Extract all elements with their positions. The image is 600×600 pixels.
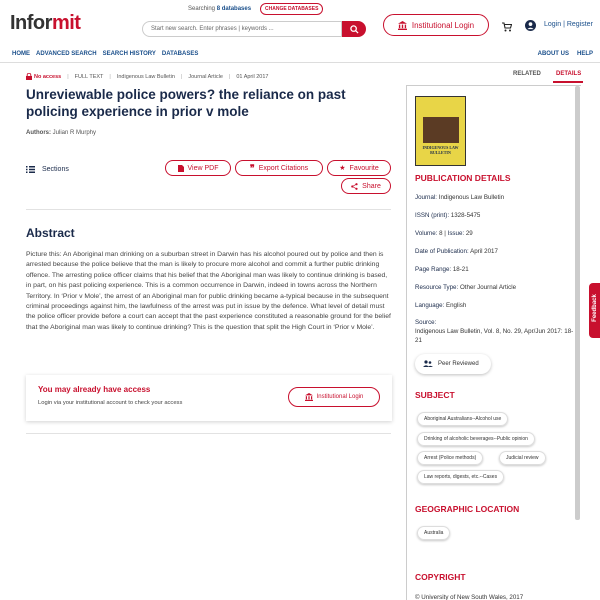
access-heading: You may already have access: [38, 385, 151, 394]
cart-icon[interactable]: [502, 19, 512, 37]
subject-tag[interactable]: Arrest (Police methods): [417, 451, 483, 465]
authors: Authors: Julian R Murphy: [26, 130, 97, 136]
institutional-login-label: Institutional Login: [411, 20, 475, 30]
header-divider: [0, 62, 600, 63]
article-date: 01 April 2017: [236, 73, 269, 80]
nav-search-history[interactable]: SEARCH HISTORY: [102, 51, 156, 57]
main-nav: [12, 51, 198, 57]
user-icon[interactable]: [525, 18, 536, 36]
change-databases-button[interactable]: CHANGE DATABASES: [260, 3, 323, 15]
access-box: [26, 375, 392, 421]
login-register-link[interactable]: Login | Register: [544, 21, 593, 28]
subject-heading: SUBJECT: [415, 390, 455, 400]
meta-separator: |: [67, 73, 69, 80]
feedback-tab[interactable]: Feedback: [589, 283, 600, 338]
resource-type-row: Resource Type: Other Journal Article: [415, 284, 517, 291]
issn-row: ISSN (print): 1328-5475: [415, 212, 481, 219]
share-icon: [351, 183, 358, 190]
copyright-text: © University of New South Wales, 2017: [415, 594, 524, 600]
search-icon: [350, 25, 359, 34]
sections-toggle[interactable]: [26, 166, 69, 173]
article-category: Journal Article: [188, 73, 223, 80]
star-icon: ★: [339, 165, 346, 172]
institutional-login-button[interactable]: [383, 14, 489, 36]
author-link[interactable]: Julian R Murphy: [52, 130, 97, 136]
databases-count: 8 databases: [216, 6, 252, 12]
search-input[interactable]: Start new search. Enter phrases | keywords ...: [142, 21, 342, 37]
location-tag[interactable]: Australia: [417, 526, 450, 540]
journal-row: Journal: Indigenous Law Bulletin: [415, 194, 505, 201]
nav-home[interactable]: HOME: [12, 51, 30, 57]
nav-advanced-search[interactable]: ADVANCED SEARCH: [36, 51, 97, 57]
volume-row: Volume: 8 | Issue: 29: [415, 230, 473, 237]
searching-label: Searching 8 databases: [188, 6, 252, 12]
abstract-text: Picture this: An Aboriginal man drinking on a suburban street in Darwin has his alcohol poured out by police and then is arrested because the police believe that the man is likely to procure more alcohol and commit a further public drinking offence. The arresting police officer claims that his belief that the Aboriginal man was likely to continue drinking is based, in part, on his past policing experience. This is a common occurrence in Darwin, indeed in towns across the Northern Territory. In ‘Prior v Mole’, the arrest of an Aboriginal man for public drinking became a-typical because in the subsequent criminal proceedings against him, the lawfulness of the arrest was put in issue by the defence. What level of detail must the police officer provide before a court can accept that the past experience constituted a reasonable ground for the belief that the Aboriginal man was likely to continue drinking? This is the question that split the High Court in ‘Prior v Mole’.: [26, 251, 391, 331]
quote-icon: ❞: [249, 162, 255, 173]
nav-about-us[interactable]: ABOUT US: [537, 51, 569, 57]
cover-title: INDIGENOUS LAW BULLETIN: [422, 145, 459, 155]
list-icon: [26, 166, 35, 173]
access-institutional-login-button[interactable]: Institutional Login: [288, 387, 380, 407]
active-tab-indicator: [553, 81, 583, 83]
subject-tag[interactable]: Judicial review: [499, 451, 546, 465]
text-type: FULL TEXT: [74, 73, 104, 80]
article-meta: [26, 73, 268, 80]
nav-databases[interactable]: DATABASES: [161, 51, 199, 57]
copyright-heading: COPYRIGHT: [415, 572, 466, 582]
share-button[interactable]: Share: [341, 178, 391, 194]
date-row: Date of Publication: April 2017: [415, 248, 498, 255]
geographic-location-heading: GEOGRAPHIC LOCATION: [415, 504, 520, 514]
informit-logo[interactable]: Informit: [10, 12, 81, 34]
peer-reviewed-badge: Peer Reviewed: [415, 354, 491, 374]
page-range-row: Page Range: 18-21: [415, 266, 469, 273]
peer-reviewed-icon: [423, 360, 433, 368]
cover-photo: [423, 117, 459, 143]
document-icon: [178, 165, 184, 172]
meta-separator: |: [228, 73, 231, 80]
export-citations-button[interactable]: ❞ Export Citations: [235, 160, 323, 176]
journal-name[interactable]: Indigenous Law Bulletin: [116, 73, 175, 80]
details-panel: [406, 85, 581, 600]
divider: [26, 433, 391, 434]
view-pdf-button[interactable]: View PDF: [165, 160, 231, 176]
favourite-button[interactable]: ★ Favourite: [327, 160, 391, 176]
sections-label: Sections: [42, 166, 69, 173]
lock-icon: [26, 73, 32, 80]
meta-separator: |: [109, 73, 111, 80]
search-button[interactable]: [342, 21, 366, 37]
institution-icon: [398, 21, 407, 30]
meta-separator: |: [180, 73, 183, 80]
institution-icon: [305, 393, 313, 401]
journal-cover-image: [415, 96, 466, 166]
nav-help[interactable]: HELP: [576, 51, 593, 57]
panel-scrollbar[interactable]: [575, 86, 580, 520]
subject-tag[interactable]: Law reports, digests, etc.--Cases: [417, 470, 504, 484]
subject-tag[interactable]: Drinking of alcoholic beverages--Public opinion: [417, 432, 535, 446]
access-subtext: Login via your institutional account to check your access: [38, 400, 183, 406]
language-row: Language: English: [415, 302, 467, 309]
source-row: Source: Indigenous Law Bulletin, Vol. 8, No. 29, Apr/Jun 2017: 18-21: [415, 319, 574, 344]
tab-details[interactable]: DETAILS: [556, 71, 582, 77]
divider: [26, 209, 391, 210]
secondary-nav: [538, 51, 593, 57]
publication-details-heading: PUBLICATION DETAILS: [415, 173, 511, 183]
access-status: No access: [26, 73, 61, 80]
subject-tag[interactable]: Aboriginal Australians--Alcohol use: [417, 412, 508, 426]
abstract-heading: Abstract: [26, 226, 75, 240]
tab-related[interactable]: RELATED: [513, 71, 541, 77]
page-title: Unreviewable police powers? the reliance on past policing experience in prior v mole: [26, 87, 346, 119]
